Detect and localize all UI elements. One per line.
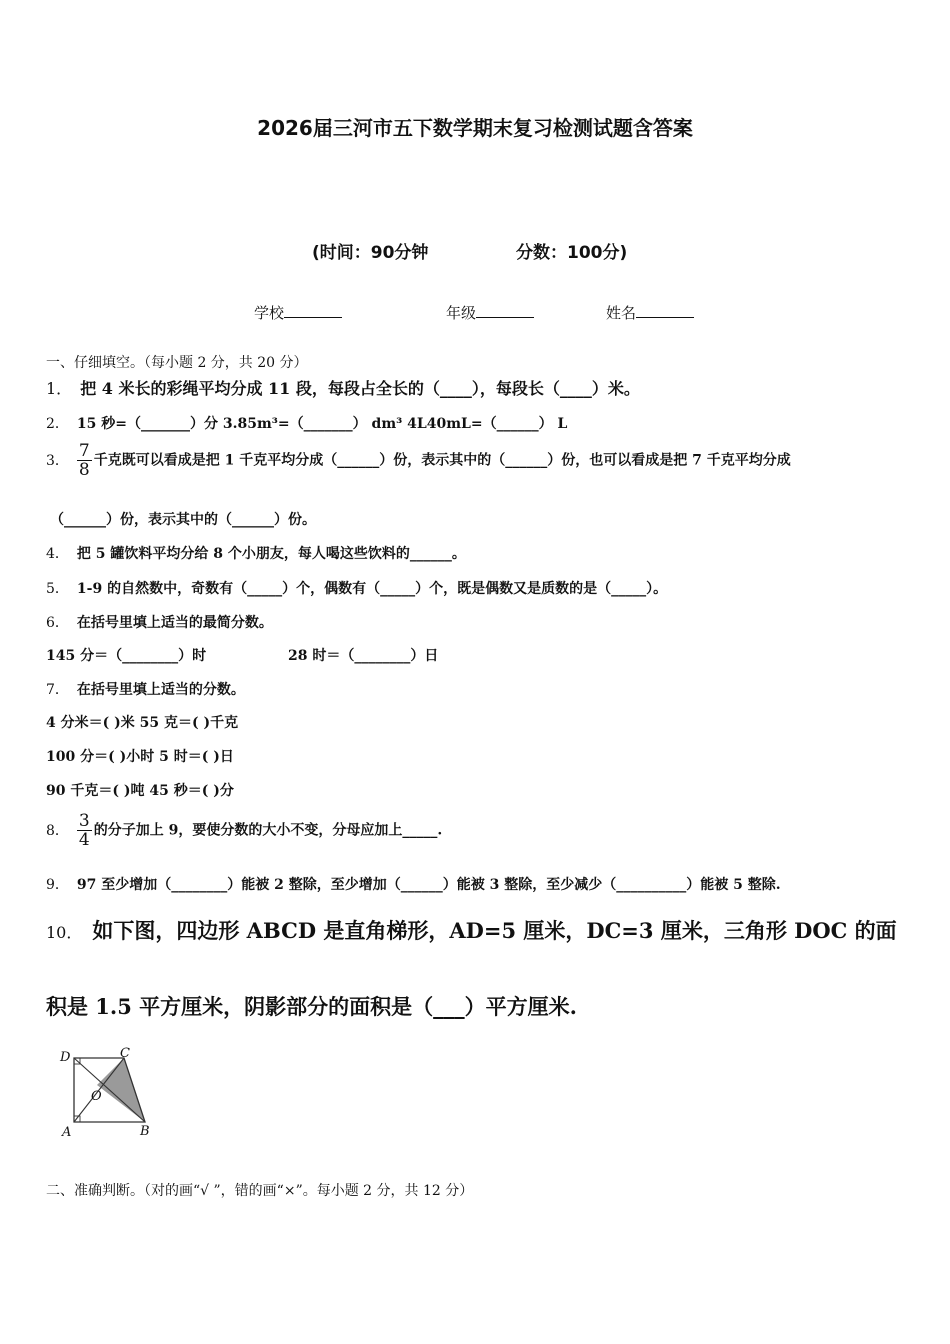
question-6: [46, 612, 273, 632]
name-label: 姓名: [606, 304, 637, 322]
question-text: 在括号里填上适当的分数。: [76, 682, 245, 698]
section-2-heading: 二、准确判断。（对的画“√ ”，错的画“×”。每小题 2 分，共 12 分）: [46, 1183, 474, 1199]
question-text: 把 4 米长的彩绳平均分成 11 段，每段占全长的（____），每段长（____）米。: [80, 379, 640, 398]
label-a: A: [62, 1125, 72, 1140]
name-blank: [636, 303, 694, 318]
label-d: D: [60, 1050, 71, 1065]
question-10-continued: 积是 1.5 平方厘米，阴影部分的面积是（___）平方厘米.: [46, 994, 577, 1019]
question-number: 2．: [46, 416, 69, 432]
question-number: 10．: [46, 923, 83, 942]
grade-blank: [476, 303, 534, 318]
question-text: 把 5 罐饮料平均分给 8 个小朋友，每人喝这些饮料的______。: [76, 546, 466, 562]
question-text: 在括号里填上适当的最简分数。: [76, 615, 273, 631]
document-title: 2026届三河市五下数学期末复习检测试题含答案: [257, 116, 693, 140]
question-10: [46, 915, 897, 945]
fraction-denominator: 4: [78, 830, 90, 850]
question-number: 6．: [46, 615, 69, 631]
school-blank: [284, 303, 342, 318]
question-9: [46, 874, 781, 894]
shaded-triangle: [97, 1058, 145, 1122]
exam-time: (时间：90分钟: [312, 243, 429, 263]
grade-label: 年级: [446, 304, 477, 322]
school-label: 学校: [254, 304, 285, 322]
question-number: 9．: [46, 877, 69, 893]
question-7-line-c: 90 千克＝( )吨 45 秒＝( )分: [46, 783, 234, 799]
question-4: [46, 543, 466, 563]
fraction-numerator: 3: [78, 811, 90, 831]
school-field: [254, 302, 342, 323]
question-number: 1．: [46, 379, 73, 398]
question-5: [46, 578, 667, 598]
label-c: C: [120, 1046, 130, 1061]
fraction-numerator: 7: [78, 441, 90, 461]
fraction-denominator: 8: [78, 460, 90, 480]
question-number: 4．: [46, 546, 69, 562]
question-number: 3．: [46, 452, 69, 469]
name-field: [606, 302, 694, 323]
question-6-line-b: 28 时＝（________）日: [288, 648, 439, 664]
question-3-continued: （______）份，表示其中的（______）份。: [50, 512, 316, 528]
fraction: [77, 812, 92, 849]
question-7-line-b: 100 分＝( )小时 5 时＝( )日: [46, 749, 234, 765]
question-number: 8．: [46, 822, 69, 839]
question-number: 5．: [46, 581, 69, 597]
question-text: 1-9 的自然数中，奇数有（_____）个，偶数有（_____）个，既是偶数又是质数的是（_____）。: [76, 581, 668, 597]
question-text: 如下图，四边形 ABCD 是直角梯形，AD=5 厘米，DC=3 厘米，三角形 DOC 的面: [92, 918, 897, 943]
question-text: 的分子加上 9，要使分数的大小不变，分母应加上_____.: [93, 822, 443, 839]
question-6-line-a: 145 分＝（________）时: [46, 648, 207, 664]
question-1: [46, 376, 640, 399]
question-7-line-a: 4 分米＝( )米 55 克＝( )千克: [46, 715, 239, 731]
trapezoid-figure: [52, 1044, 164, 1140]
section-1-heading: 一、仔细填空。（每小题 2 分，共 20 分）: [46, 355, 308, 371]
label-o: O: [91, 1089, 102, 1104]
question-text: 97 至少增加（________）能被 2 整除，至少增加（______）能被 3 整除，至少减少（__________）能被 5 整除.: [76, 877, 781, 893]
question-text: 千克既可以看成是把 1 千克平均分成（______）份，表示其中的（______）份，也可以看成是把 7 千克平均分成: [93, 452, 791, 469]
question-number: 7．: [46, 682, 69, 698]
exam-score: 分数：100分): [516, 243, 628, 263]
question-3: [46, 442, 791, 479]
question-2: [46, 413, 567, 433]
question-8: [46, 812, 442, 849]
question-text: 15 秒=（_______）分 3.85m³=（_______） dm³ 4L40mL=（______） L: [76, 416, 568, 432]
grade-field: [446, 302, 534, 323]
label-b: B: [140, 1124, 150, 1139]
fraction: [77, 442, 92, 479]
question-7: [46, 679, 245, 699]
